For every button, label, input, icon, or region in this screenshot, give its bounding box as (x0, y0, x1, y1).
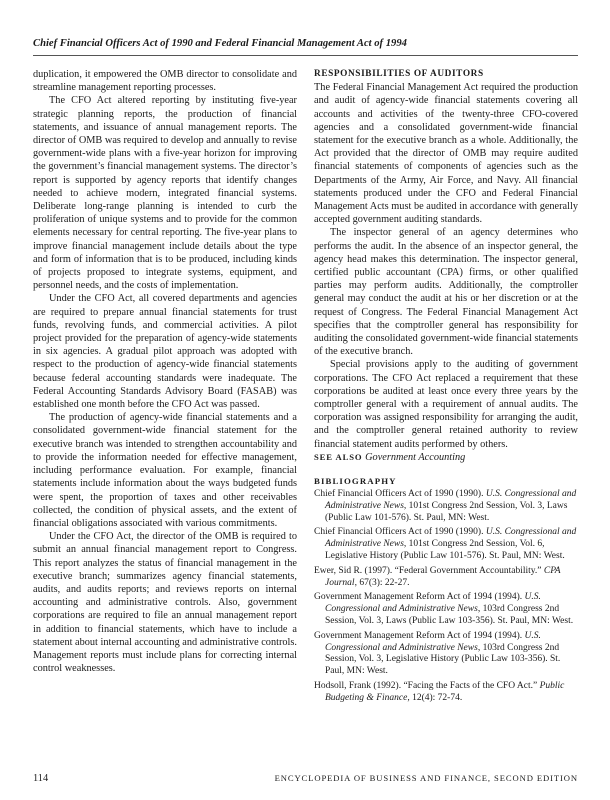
bib-entry-rest: , 101st Congress 2nd Session, Vol. 6, Legislative History (Public Law 101-576). St. Paul, MN: West. (325, 539, 565, 562)
bib-entry-lead: Government Management Reform Act of 1994 (1994). (314, 592, 525, 603)
bibliography-heading: BIBLIOGRAPHY (314, 476, 397, 487)
page-number: 114 (33, 773, 49, 784)
bib-entry-lead: Chief Financial Officers Act of 1990 (1990). (314, 527, 486, 538)
left-column (33, 68, 297, 675)
bib-entry-lead: Ewer, Sid R. (1997). “Federal Government Accountability.” (314, 565, 544, 576)
see-also-label: SEE ALSO (314, 451, 363, 462)
bibliography-entry (314, 527, 578, 562)
running-head: Chief Financial Officers Act of 1990 and Federal Financial Management Act of 1994 (33, 38, 407, 49)
bib-entry-title: U.S. Congressional and Administrative News (325, 630, 541, 653)
bib-entry-lead: Chief Financial Officers Act of 1990 (1990). (314, 489, 486, 500)
page-footer (33, 773, 578, 784)
bibliography-entry (314, 566, 578, 590)
bib-entry-lead: Hodsoll, Frank (1992). “Facing the Facts of the CFO Act.” (314, 681, 540, 692)
bibliography-entry (314, 592, 578, 627)
body-paragraph: The CFO Act altered reporting by instituting five-year strategic planning reports, the production of financial statements, and issuance of annual management reports. The director of OMB was required to develop and annually to revise government-wide plans with a five-year horizon for improving the government’s financial management systems. The director’s report is supported by agency reports that identify changes needed to achieve modern, integrated financial systems. Deliberate long-range planning is intended to curb the proliferation of unique systems and to provide for the common elements necessary for central reporting. The five-year plans to improve financial management include details about the type and form of information that is to be produced, including kinds of projects proposed to integrate systems, equipment, and personnel needs, and the costs of implementation. (33, 95, 297, 292)
see-also-reference: Government Accounting (365, 451, 466, 463)
bib-entry-rest: , 103rd Congress 2nd Session, Vol. 3, Legislative History (Public Law 103-356). St. Paul, MN: West. (325, 642, 561, 677)
bib-entry-title: U.S. Congressional and Administrative News (325, 527, 577, 550)
bib-entry-lead: Government Management Reform Act of 1994 (1994). (314, 630, 525, 641)
right-column (314, 68, 578, 708)
body-paragraph: The Federal Financial Management Act required the production and audit of agency-wide financial statements covering all accounts and activities of the twenty-three CFO-covered agencies and a consolidated government-wide financial statement for the executive branch as a whole. Additionally, the Act provided that the director of OMB may require audited financial statements of components of agencies such as the Departments of the Army, Air Force, and Navy. All financial statements produced under the CFO and Federal Financial Management Acts must be audited in accordance with generally accepted government auditing standards. (314, 82, 578, 226)
body-paragraph: The production of agency-wide financial statements and a consolidated government-wide financial statement for the executive branch was intended to strengthen accountability and to provide the information needed for effective management, including performance evaluation. For example, financial statements include information about the ways budgeted funds were spent, the proportion of taxes and other receivables collected, the condition of physical assets, and the extent of financial obligations associated with various commitments. (33, 412, 297, 529)
body-paragraph: The inspector general of an agency determines who performs the audit. In the absence of an inspector general, the agency head makes this determination. The inspector general, certified public accountant (CPA) firms, or other qualified parties may perform audits. Additionally, the comptroller general may conduct the audit at his or her discretion or at the request of Congress. The Federal Financial Management Act specifies that the comptroller general has responsibility for auditing the consolidated government-wide financial statements of the executive branch. (314, 227, 578, 358)
see-also (314, 451, 578, 464)
bibliography-entry (314, 631, 578, 678)
bib-entry-title: U.S. Congressional and Administrative News (325, 592, 541, 615)
bib-entry-title: Public Budgeting & Finance (325, 681, 565, 703)
bib-entry-rest: , 101st Congress 2nd Session, Vol. 3, Laws (Public Law 101-576). St. Paul, MN: West. (325, 500, 568, 523)
bibliography-entry (314, 489, 578, 524)
section-heading: RESPONSIBILITIES OF AUDITORS (314, 69, 484, 79)
publication-title: ENCYCLOPEDIA OF BUSINESS AND FINANCE, SECOND EDITION (274, 773, 578, 783)
body-paragraph: Under the CFO Act, the director of the OMB is required to submit an annual financial management report to Congress. This report analyzes the status of financial management in the executive branch; summarizes agency financial statements, audits, and audits reports; and reviews reports on internal accounting and administrative controls. Also, government corporations are required to file an annual management report in addition to financial statements, which have to include a statement about internal accounting and administrative controls. Management reports must include plans for correcting internal control weaknesses. (33, 531, 297, 675)
body-paragraph: Special provisions apply to the auditing of government corporations. The CFO Act replaced a requirement that these corporations be audited at least once every three years by the comptroller general with a requirement of annual audits. The corporation was assigned responsibility for arranging the audit, and the comptroller general retained authority to review financial statement audits performed by others. (314, 359, 578, 450)
bib-entry-rest: , 67(3): 22-27. (354, 577, 410, 588)
header-rule (33, 55, 578, 56)
bibliography-entry (314, 681, 578, 705)
body-paragraph: duplication, it empowered the OMB director to consolidate and streamline management reporting processes. (33, 69, 297, 94)
bib-entry-title: CPA Journal (325, 565, 561, 588)
bib-entry-rest: , 12(4): 72-74. (407, 692, 463, 703)
body-paragraph: Under the CFO Act, all covered departments and agencies are required to prepare annual financial statements for trust funds, revolving funds, and commercial activities. A pilot project provided for the preparation of agency-wide statements in six agencies. A gradual pilot approach was adopted with respect to the production of agency-wide financial statements because federal accounting standards were inadequate. The Federal Accounting Standards Advisory Board (FASAB) was established one month before the CFO Act was passed. (33, 293, 297, 411)
bib-entry-title: U.S. Congressional and Administrative News (325, 489, 577, 511)
bib-entry-rest: , 103rd Congress 2nd Session, Vol. 3, Laws (Public Law 103-356). St. Paul, MN: West. (325, 604, 574, 627)
